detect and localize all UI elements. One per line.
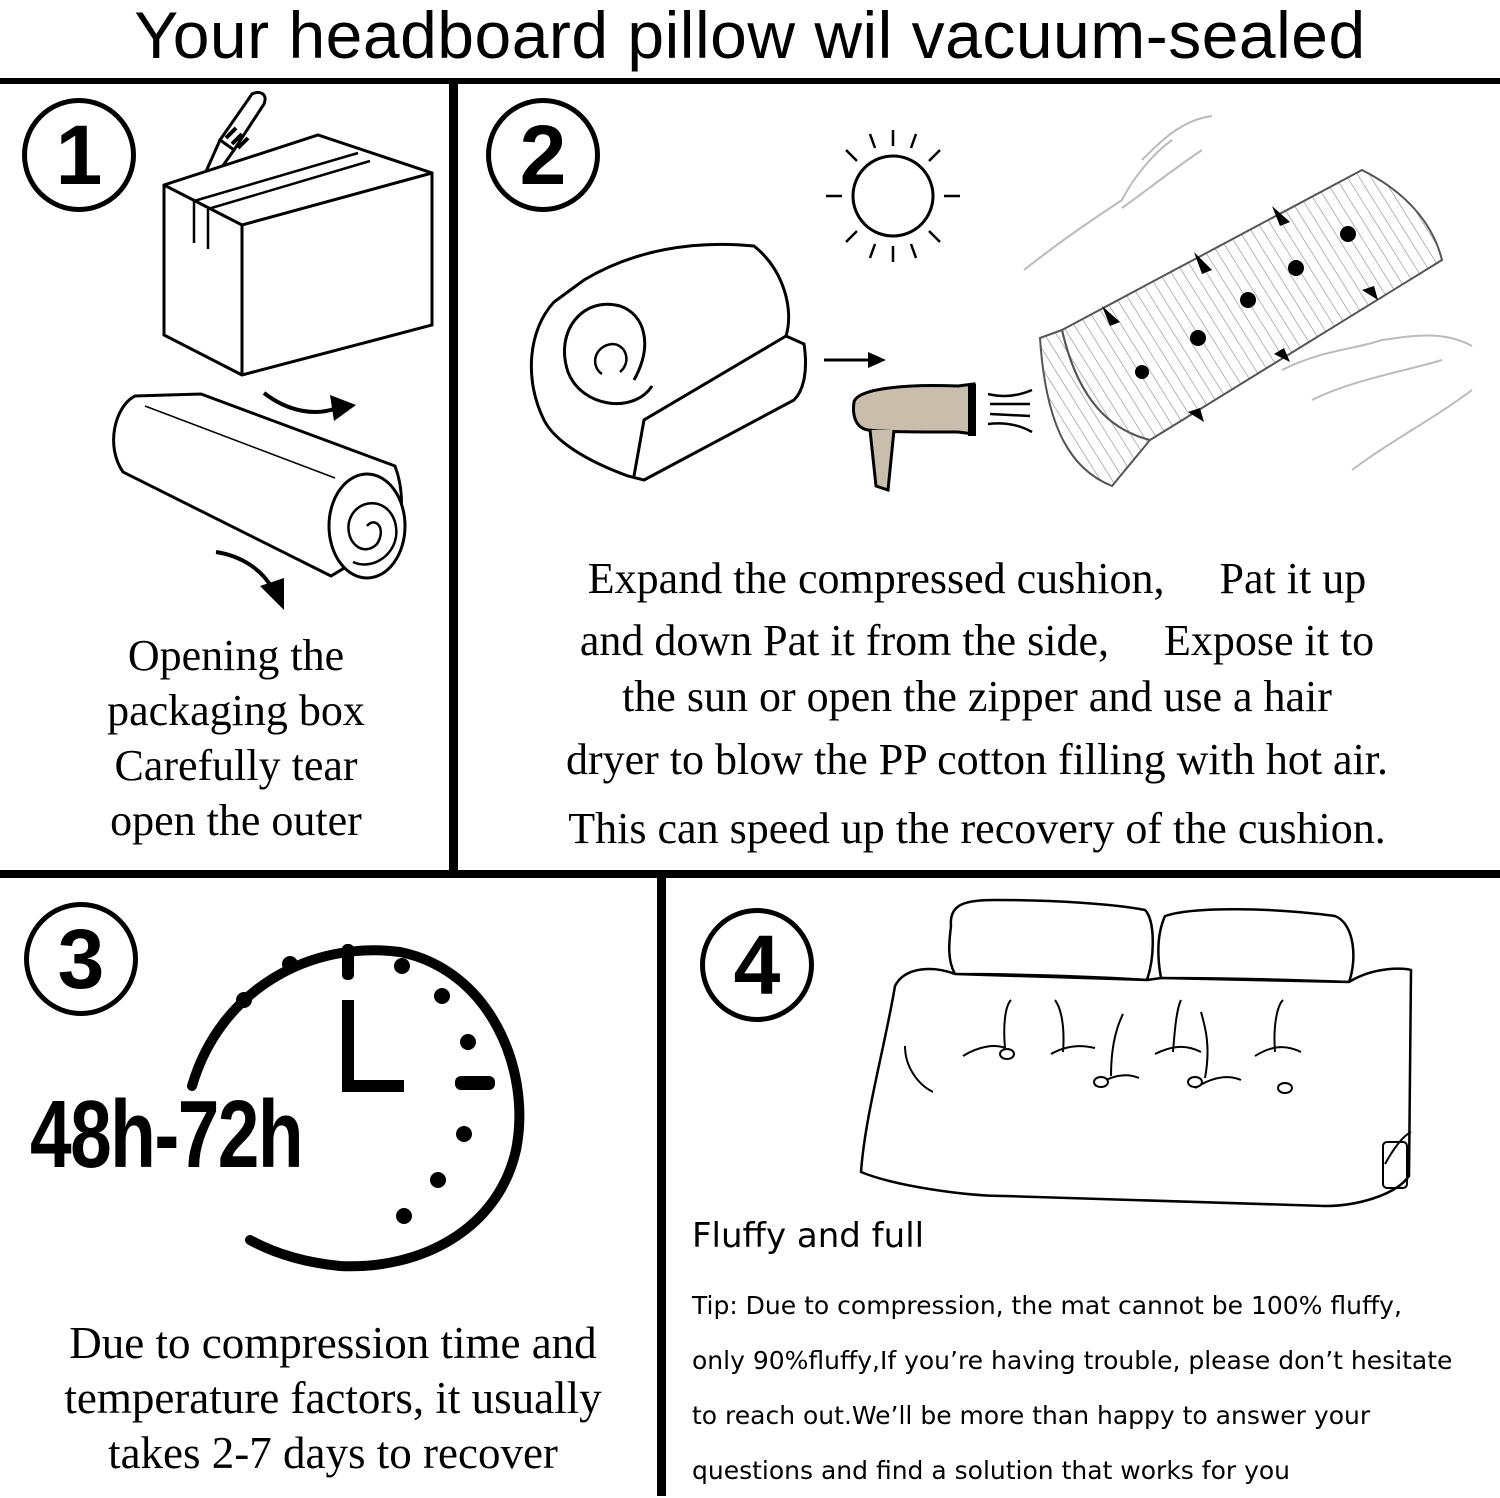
hair-dryer-icon (848, 378, 1034, 494)
sun-icon (822, 126, 964, 266)
step-4-heading: Fluffy and full (692, 1216, 925, 1256)
step-1-line: packaging box (107, 686, 365, 735)
step-2-text (462, 548, 1492, 860)
rolled-cushion-icon (105, 386, 410, 591)
step-4-tip (692, 1278, 1482, 1498)
step-2-line: This can speed up the recovery of the cushion. (568, 804, 1386, 853)
step-2-line: the sun or open the zipper and use a hair (622, 672, 1332, 721)
tip-line: questions and find a solution that works for you (692, 1456, 1291, 1485)
headboard-pillow-icon (855, 896, 1420, 1216)
rolled-cushion-icon (524, 240, 814, 485)
tip-line: Tip: Due to compression, the mat cannot be 100% fluffy, (692, 1291, 1402, 1320)
step-2-line: Expand the compressed cushion, Pat it up (587, 554, 1367, 603)
step-4-number: 4 (700, 908, 814, 1022)
step-2-number: 2 (486, 98, 600, 212)
step-1-number: 1 (22, 98, 136, 212)
step-3-number: 3 (24, 902, 138, 1016)
box-icon (158, 125, 438, 380)
step-3-line: takes 2-7 days to recover (108, 1428, 558, 1478)
step-1-text (30, 628, 442, 848)
divider-vertical-bottom (657, 878, 666, 1496)
divider-middle (0, 870, 1500, 878)
step-1-line: Opening the (127, 631, 345, 680)
step-2-line: dryer to blow the PP cotton filling with hot air. (565, 735, 1389, 784)
divider-vertical-top (449, 84, 458, 874)
arrow-icon (822, 350, 888, 370)
tip-line: to reach out.We’ll be more than happy to answer your (692, 1401, 1371, 1430)
step-3-line: temperature factors, it usually (64, 1373, 602, 1423)
page-title: Your headboard pillow wil vacuum-sealed (134, 0, 1366, 72)
divider-top (0, 78, 1500, 84)
step-3-line: Due to compression time and (69, 1318, 597, 1368)
recovery-duration: 48h-72h (30, 1081, 303, 1188)
cushion-icon (1022, 110, 1492, 500)
step-1-line: Carefully tear (114, 741, 358, 790)
tip-line: only 90%fluffy,If you’re having trouble, please don’t hesitate (692, 1346, 1453, 1375)
step-1-line: open the outer (110, 796, 362, 845)
step-3-text (20, 1316, 646, 1481)
step-2-line: and down Pat it from the side, Expose it to (579, 616, 1375, 665)
